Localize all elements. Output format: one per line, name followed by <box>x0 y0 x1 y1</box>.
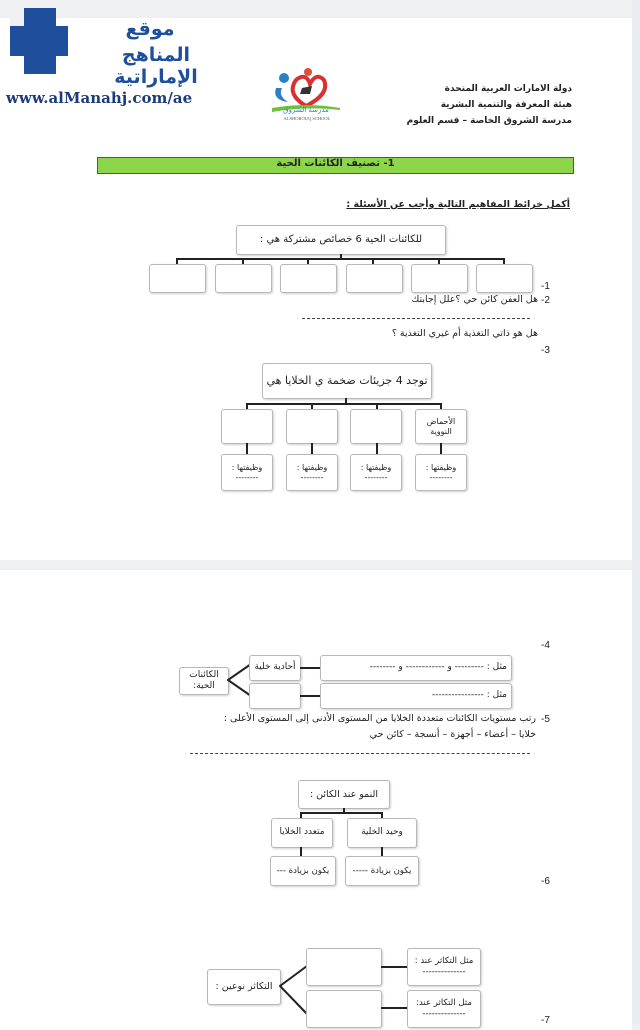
q2-number: -2 <box>541 295 550 306</box>
q3-function-box-2[interactable] <box>350 454 402 491</box>
q7-example-box-1[interactable] <box>407 948 481 986</box>
q3-molecule-box-4[interactable] <box>221 409 273 444</box>
q2-question: هل العفن كائن حي ؟علل إجابتك <box>411 294 538 305</box>
q1-answer-box-5[interactable] <box>215 264 272 293</box>
q7-branch-lines <box>279 958 309 1018</box>
q6-number: -6 <box>541 876 550 887</box>
q5-answer-line[interactable] <box>190 753 530 754</box>
q3-function-box-1[interactable] <box>415 454 467 491</box>
q3-function-blank: -------- <box>364 472 388 482</box>
watermark-site-word: موقع <box>125 18 175 40</box>
q1-answer-box-6[interactable] <box>149 264 206 293</box>
instructions: أكمل خرائط المفاهيم التالية وأجب عن الأسئلة : <box>346 199 570 210</box>
q3-molecule-box-1: الأحماض النووية <box>415 409 467 444</box>
header-line-authority: هيئة المعرفة والتنمية البشرية <box>440 100 572 110</box>
q3-root-box: توجد 4 جزيئات ضخمة ي الخلايا هي <box>262 363 432 399</box>
header-line-country: دولة الامارات العربية المتحدة <box>444 84 572 94</box>
scrollbar-track[interactable] <box>632 0 640 1024</box>
school-logo <box>266 66 346 124</box>
q5-question: رتب مستويات الكائنات متعددة الخلايا من المستوى الأدنى إلى المستوى الأعلى : <box>223 713 536 724</box>
q5-number: -5 <box>541 714 550 725</box>
q4-root-box: الكائنات الحية: <box>179 667 229 695</box>
school-logo-caption: مدرسة الشروق <box>283 106 329 114</box>
q3-function-blank: -------- <box>429 472 453 482</box>
section-title: 1- تصنيف الكائنات الحية <box>276 158 395 169</box>
q1-answer-box-3[interactable] <box>346 264 403 293</box>
q6-detail-box-unicellular[interactable]: يكون بزيادة ----- <box>345 856 419 886</box>
q7-example-label: مثل التكاثر عند : <box>414 956 474 967</box>
watermark-site-name: المناهج الإماراتية <box>114 44 198 88</box>
q6-branch-box-unicellular: وحيد الخلية <box>347 818 417 848</box>
q7-example-box-2[interactable] <box>407 990 481 1028</box>
q4-branch-box-2[interactable] <box>249 683 301 709</box>
q7-example-blank: -------------- <box>422 967 466 977</box>
q7-example-blank: -------------- <box>422 1009 466 1019</box>
q5-options: خلايا – أعضاء – أجهزة – أنسجة – كائن حي <box>369 729 536 740</box>
q3-molecule-box-3[interactable] <box>286 409 338 444</box>
q6-detail-box-multicellular[interactable]: يكون بزيادة --- <box>270 856 336 886</box>
q1-answer-box-2[interactable] <box>411 264 468 293</box>
q1-root-box: للكائنات الحية 6 خصائص مشتركة هي : <box>236 225 446 255</box>
q3-molecule-box-2[interactable] <box>350 409 402 444</box>
q4-branch-box-1: أحادية خلية <box>249 655 301 681</box>
q3-function-blank: -------- <box>300 472 324 482</box>
q4-example-box-2[interactable]: مثل : ---------------- <box>320 683 512 709</box>
q3-function-box-4[interactable] <box>221 454 273 491</box>
school-logo-caption-en: ALSHOROUQ SCHOOL <box>283 116 331 121</box>
q1-answer-box-4[interactable] <box>280 264 337 293</box>
header-line-school: مدرسة الشروق الخاصة – قسم العلوم <box>406 116 572 126</box>
watermark-url[interactable]: www.alManahj.com/ae <box>6 89 193 107</box>
q7-example-label: مثل التكاثر عند: <box>416 998 472 1009</box>
q7-number: -7 <box>541 1015 550 1026</box>
q2-followup: هل هو ذاتي التغذية أم غيري التغذية ؟ <box>391 328 538 339</box>
q3-function-blank: -------- <box>235 472 259 482</box>
q4-example-box-1[interactable]: مثل : --------- و ------------ و -------- <box>320 655 512 681</box>
q4-number: -4 <box>541 640 550 651</box>
q7-branch-box-2[interactable] <box>306 990 382 1028</box>
q3-function-box-3[interactable] <box>286 454 338 491</box>
q3-function-label: وظيفتها : <box>425 462 457 472</box>
q3-function-label: وظيفتها : <box>231 462 263 472</box>
q3-function-label: وظيفتها : <box>360 462 392 472</box>
q3-number: -3 <box>541 345 550 356</box>
blue-cross-icon <box>10 8 68 74</box>
q1-number: -1 <box>541 281 550 292</box>
q6-root-box: النمو عند الكائن : <box>298 780 390 809</box>
q2-answer-line[interactable] <box>302 318 530 319</box>
q7-branch-box-1[interactable] <box>306 948 382 986</box>
q6-branch-box-multicellular: متعدد الخلايا <box>271 818 333 848</box>
q7-root-box: التكاثر نوعين : <box>207 969 281 1005</box>
q3-function-label: وظيفتها : <box>296 462 328 472</box>
q1-answer-box-1[interactable] <box>476 264 533 293</box>
